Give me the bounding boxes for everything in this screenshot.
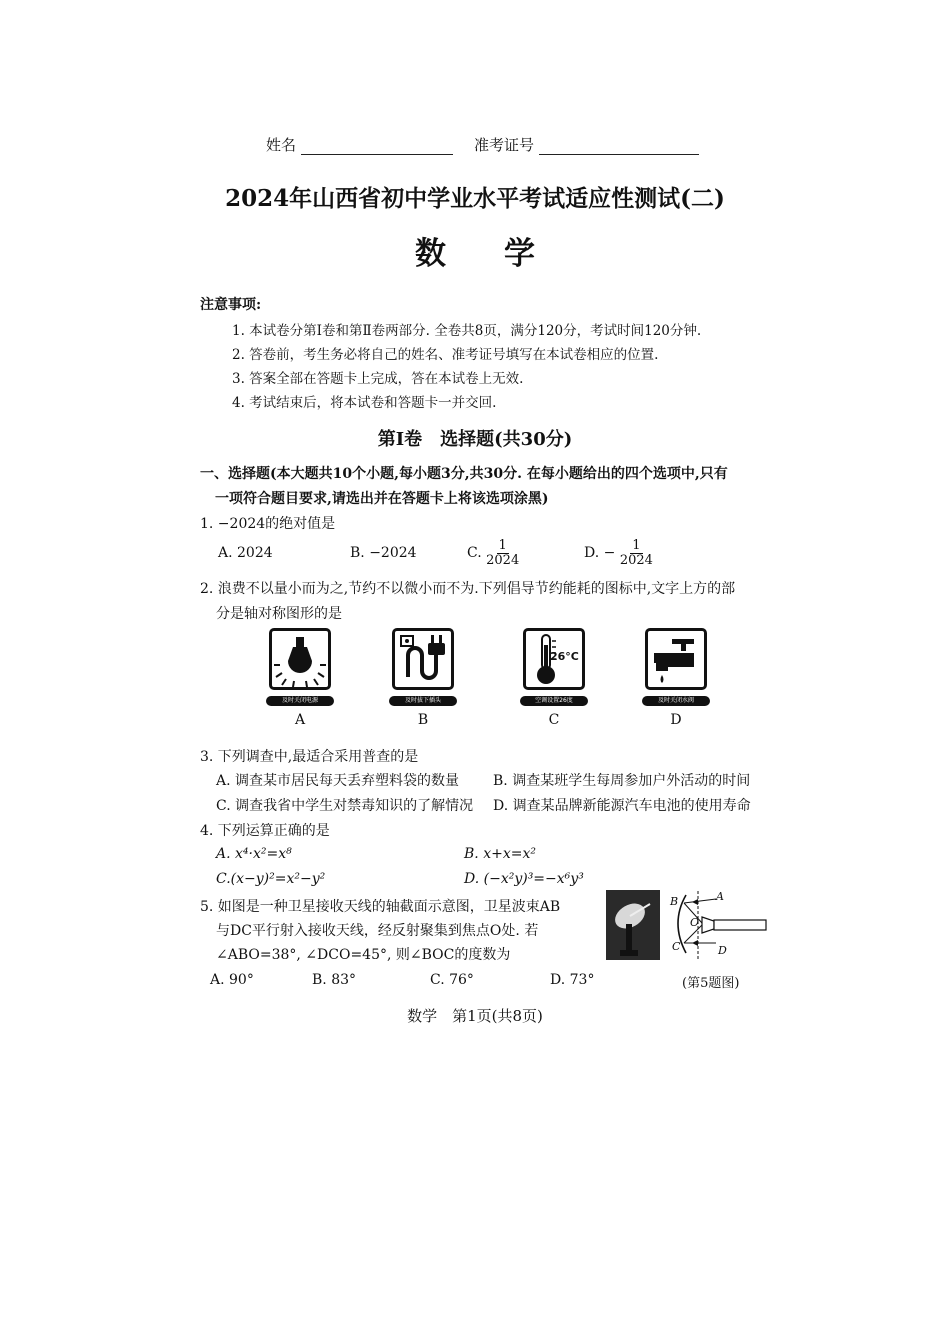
q5-option-d: D. 73° (550, 972, 595, 988)
label-b: B (670, 895, 679, 908)
satellite-dish-photo (606, 890, 660, 960)
q5-option-a: A. 90° (210, 972, 254, 988)
note-item: 2. 答卷前，考生务必将自己的姓名、准考证号填写在本试卷相应的位置. (232, 347, 659, 363)
section-title: 第Ⅰ卷 选择题(共30分) (377, 429, 573, 450)
icon-option-b (389, 628, 457, 728)
q5-line2: 与DC平行射入接收天线，经反射聚集到焦点O处. 若 (216, 923, 539, 939)
light-bulb-icon (269, 628, 331, 690)
q4-option-c: C.(x−y)²=x²−y² (216, 871, 326, 887)
label-o: O (690, 916, 700, 929)
q1-stem: 1. −2024的绝对值是 (200, 516, 336, 532)
q1-d-prefix: D. − (584, 545, 616, 562)
q3-stem: 3. 下列调查中,最适合采用普查的是 (200, 749, 419, 765)
icon-letter: B (417, 712, 429, 728)
q3-option-c: C. 调查我省中学生对禁毒知识的了解情况 (216, 798, 474, 814)
q1-option-b: B. −2024 (350, 545, 417, 561)
instructions-line1: 一、选择题(本大题共10个小题,每小题3分,共30分. 在每小题给出的四个选项中,只有 (200, 466, 728, 482)
q4-option-d: D. (−x²y)³=−x⁶y³ (464, 871, 584, 887)
exam-title: 2024年山西省初中学业水平考试适应性测试(二) (225, 185, 725, 212)
fraction-numerator: 1 (632, 538, 641, 553)
page-footer: 数学 第1页(共8页) (407, 1007, 543, 1025)
faucet-icon (645, 628, 707, 690)
icon-caption: 及时关闭电源 (266, 696, 334, 706)
notes-heading: 注意事项: (200, 297, 262, 313)
q1-d-fraction (620, 539, 653, 567)
exam-id-label: 准考证号 (474, 136, 535, 154)
q2-stem-line2: 分是轴对称图形的是 (216, 606, 342, 622)
q3-option-a: A. 调查某市居民每天丢弃塑料袋的数量 (216, 773, 460, 789)
icon-letter: A (294, 712, 306, 728)
q4-option-a: A. x⁴·x²=x⁸ (216, 846, 292, 862)
figure-caption: (第5题图) (682, 976, 740, 991)
note-item: 3. 答案全部在答题卡上完成，答在本试卷上无效. (232, 371, 524, 387)
q1-option-c (467, 539, 519, 567)
instructions-line2: 一项符合题目要求,请选出并在答题卡上将该选项涂黑) (215, 491, 549, 507)
q4-stem: 4. 下列运算正确的是 (200, 823, 330, 839)
q5-line1: 5. 如图是一种卫星接收天线的轴截面示意图，卫星波束AB (200, 899, 561, 915)
name-blank[interactable] (301, 140, 453, 155)
q1-c-fraction (486, 539, 519, 567)
q3-option-b: B. 调查某班学生每周参加户外活动的时间 (493, 773, 751, 789)
exam-id-field[interactable] (474, 134, 699, 155)
fraction-denominator: 2024 (619, 552, 653, 568)
label-a: A (716, 890, 724, 903)
q1-option-a: A. 2024 (218, 545, 273, 561)
icon-option-c (520, 628, 588, 728)
name-field[interactable] (266, 134, 453, 155)
note-item: 1. 本试卷分第Ⅰ卷和第Ⅱ卷两部分. 全卷共8页，满分120分，考试时间120分钟. (232, 323, 702, 339)
q1-option-d (584, 539, 653, 567)
exam-id-blank[interactable] (539, 140, 699, 155)
icon-caption: 及时关闭水阀 (642, 696, 710, 706)
q5-option-c: C. 76° (430, 972, 474, 988)
subject-title: 数学 (415, 236, 593, 272)
q4-option-b: B. x+x=x² (464, 846, 536, 862)
q5-option-b: B. 83° (312, 972, 357, 988)
label-c: C (672, 940, 681, 953)
note-item: 4. 考试结束后，将本试卷和答题卡一并交回. (232, 395, 497, 411)
q5-line3: ∠ABO=38°, ∠DCO=45°, 则∠BOC的度数为 (216, 947, 511, 963)
q3-option-d: D. 调查某品牌新能源汽车电池的使用寿命 (493, 798, 751, 814)
plug-icon (392, 628, 454, 690)
q2-stem-line1: 2. 浪费不以量小而为之,节约不以微小而不为.下列倡导节约能耗的图标中,文字上方的部 (200, 581, 736, 597)
icon-option-a (266, 628, 334, 728)
name-label: 姓名 (266, 136, 297, 154)
label-d: D (718, 944, 727, 957)
fraction-numerator: 1 (498, 538, 507, 553)
q1-c-prefix: C. (467, 545, 482, 562)
temperature-label: 26°C (550, 650, 579, 663)
icon-letter: C (548, 712, 560, 728)
icon-letter: D (670, 712, 682, 728)
icon-option-d (642, 628, 710, 728)
icon-caption: 及时拔下插头 (389, 696, 457, 706)
fraction-denominator: 2024 (486, 552, 520, 568)
icon-caption: 空调设置26度 (520, 696, 588, 706)
